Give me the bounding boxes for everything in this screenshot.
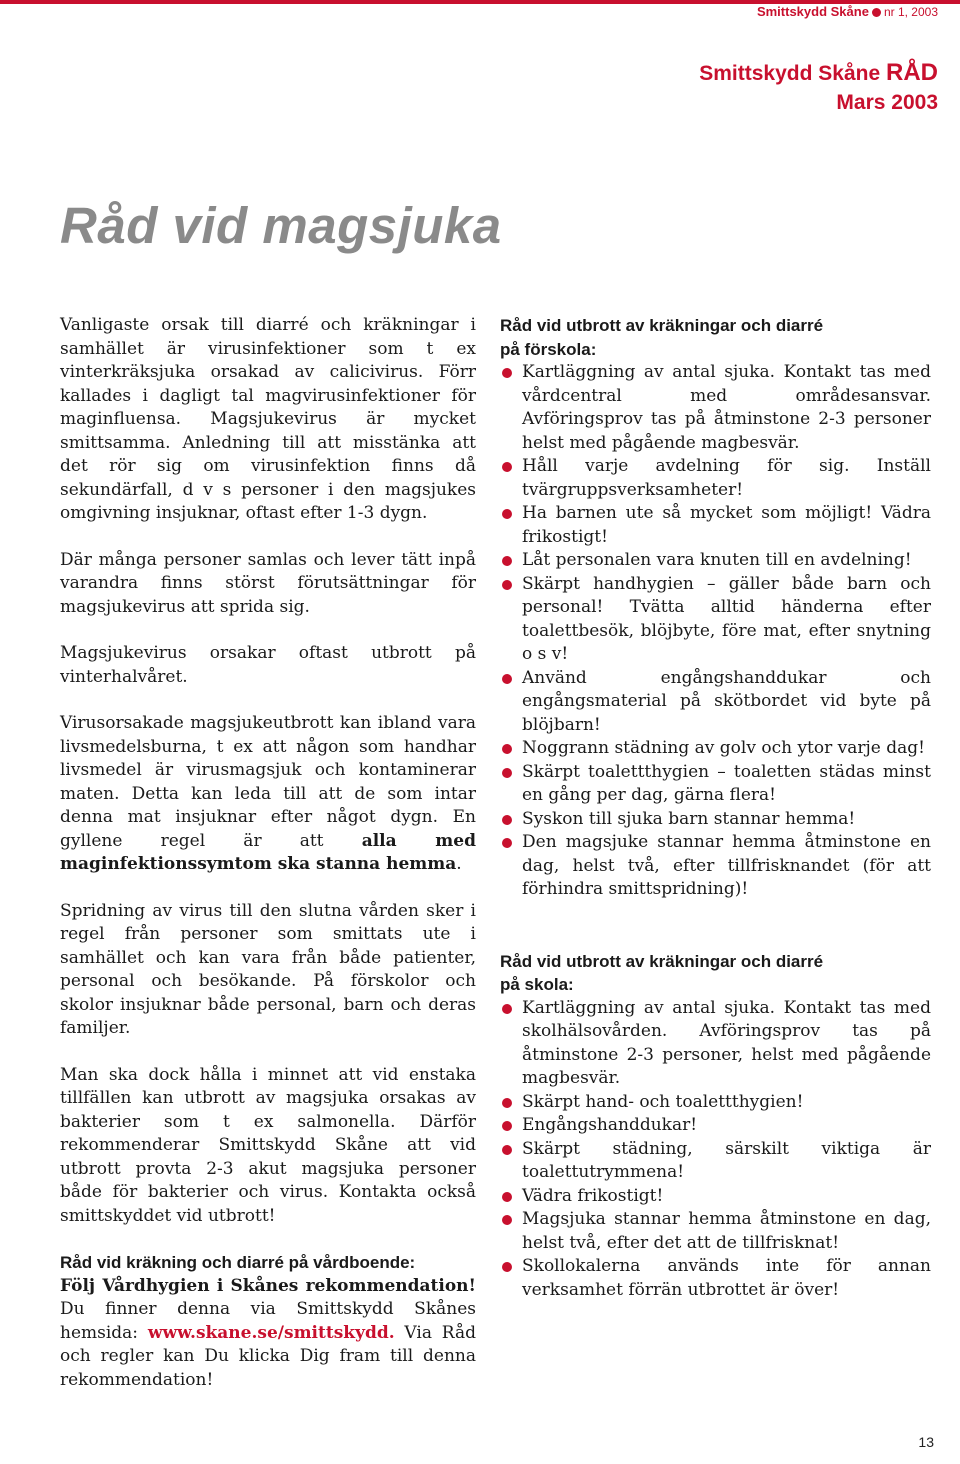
list-item: Använd engångshanddukar och engångsmaterial på skötbordet vid byte på blöjbarn! — [500, 667, 931, 738]
list-item: Skärpt handhygien – gäller både barn och personal! Tvätta alltid händerna efter toalettbesök, blöjbyte, före mat, efter snytning o s v! — [500, 573, 931, 667]
website-link[interactable]: www.skane.se/smittskydd. — [147, 1322, 395, 1343]
list-item: Kartläggning av antal sjuka. Kontakt tas med vårdcentral med områdesansvar. Avföringsprov tas på åtminstone 2-3 personer helst med pågående magbesvär. — [500, 361, 931, 455]
paragraph-vardboende — [60, 1275, 476, 1393]
masthead-brand: Smittskydd Skåne — [699, 62, 881, 85]
page-title: Råd vid magsjuka — [60, 197, 502, 254]
running-header-brand: Smittskydd Skåne — [756, 4, 869, 19]
heading-skola — [500, 950, 931, 997]
heading-vardboende: Råd vid kräkning och diarré på vårdboende: — [60, 1253, 416, 1272]
masthead — [699, 58, 938, 117]
left-column — [60, 314, 476, 1415]
list-item: Engångshanddukar! — [500, 1114, 931, 1138]
paragraph-season: Magsjukevirus orsakar oftast utbrott på vinterhalvåret. — [60, 643, 476, 687]
bullet-dot-icon — [872, 8, 881, 17]
paragraph-foodborne-end: . — [456, 854, 462, 874]
masthead-rad: RÅD — [886, 59, 938, 86]
forskola-list — [500, 361, 931, 902]
skola-list — [500, 997, 931, 1303]
paragraph-intro: Vanligaste orsak till diarré och kräkningar i samhället är virusinfektioner som t ex vinterkräksjuka orsakad av calicivirus. Förr kallades i dagligt tal magvirusinfektioner för maginfluensa. Magsjukevirus är mycket smittsamma. Anledning till att misstänka att det rör sig om virusinfektion finns då sekundärfall, d v s personer i den magsjukes omgivning insjuknar, oftast efter 1-3 dygn. — [60, 315, 476, 523]
list-item: Noggrann städning av golv och ytor varje dag! — [500, 737, 931, 761]
paragraph-spread: Spridning av virus till den slutna vården sker i regel från personer som smittats ute i samhället och kan vara från både patienter, personal och besökande. På förskolor och skolor insjuknar både personal, barn och deras familjer. — [60, 900, 476, 1038]
paragraph-bacteria: Man ska dock hålla i minnet att vid enstaka tillfällen kan utbrott av magsjuka orsakas av bakterier som t ex salmonella. Därför rekommenderar Smittskydd Skåne att vid utbrott provta 2-3 akut magsjuka personer både för bakterier och virus. Kontakta också smittskyddet vid utbrott! — [60, 1064, 476, 1226]
list-item: Syskon till sjuka barn stannar hemma! — [500, 808, 931, 832]
heading-forskola — [500, 314, 931, 361]
masthead-date: Mars 2003 — [836, 91, 938, 114]
masthead-line1 — [699, 58, 938, 89]
heading-forskola-line1: Råd vid utbrott av kräkningar och diarré — [500, 316, 824, 335]
list-item: Kartläggning av antal sjuka. Kontakt tas med skolhälsovården. Avföringsprov tas på åtminstone 2-3 personer, helst med pågående magbesvär. — [500, 997, 931, 1091]
heading-forskola-line2: på förskola: — [500, 339, 597, 359]
running-header-issue: nr 1, 2003 — [883, 5, 938, 19]
list-item: Skärpt toalettthygien – toaletten städas minst en gång per dag, gärna flera! — [500, 761, 931, 808]
paragraph-foodborne-bold: alla med maginfektionssymtom ska stanna hemma — [60, 830, 476, 874]
vardboende-text2: Via Råd och regler kan Du klicka Dig fram till denna rekommendation! — [60, 1322, 476, 1390]
list-item: Skärpt hand- och toalettthygien! — [500, 1091, 931, 1115]
list-item: Den magsjuke stannar hemma åtminstone en dag, helst två, efter tillfrisknandet (för att förhindra smittspridning)! — [500, 831, 931, 902]
paragraph-foodborne-text: Virusorsakade magsjukeutbrott kan ibland vara livsmedelsburna, t ex att någon som handhar livsmedel är virusmagsjuk och kontaminerar maten. Detta kan leda till att de som intar denna mat insjuknar efter något dygn. En gyllene regel är att — [60, 713, 476, 851]
list-item: Ha barnen ute så mycket som möjligt! Vädra frikostigt! — [500, 502, 931, 549]
list-item: Vädra frikostigt! — [500, 1185, 931, 1209]
paragraph-foodborne — [60, 712, 476, 877]
list-item: Magsjuka stannar hemma åtminstone en dag, helst två, efter det att de tillfrisknat! — [500, 1208, 931, 1255]
list-item: Låt personalen vara knuten till en avdelning! — [500, 549, 931, 573]
paragraph-crowding: Där många personer samlas och lever tätt inpå varandra finns störst förutsättningar för magsjukevirus att sprida sig. — [60, 549, 476, 617]
right-column — [500, 314, 931, 1302]
running-header — [0, 0, 960, 30]
list-item: Håll varje avdelning för sig. Inställ tvärgruppsverksamheter! — [500, 455, 931, 502]
vardboende-bold: Följ Vårdhygien i Skånes rekommendation! — [60, 1275, 476, 1296]
heading-skola-line2: på skola: — [500, 975, 574, 994]
vardboende-text1: Du finner denna via Smittskydd Skånes hemsida: — [60, 1299, 476, 1343]
running-header-text — [757, 4, 938, 19]
list-item: Skärpt städning, särskilt viktiga är toalettutrymmena! — [500, 1138, 931, 1185]
heading-skola-line1: Råd vid utbrott av kräkningar och diarré — [500, 951, 824, 971]
page-number: 13 — [918, 1434, 934, 1450]
list-item: Skollokalerna används inte för annan verksamhet förrän utbrottet är över! — [500, 1255, 931, 1302]
